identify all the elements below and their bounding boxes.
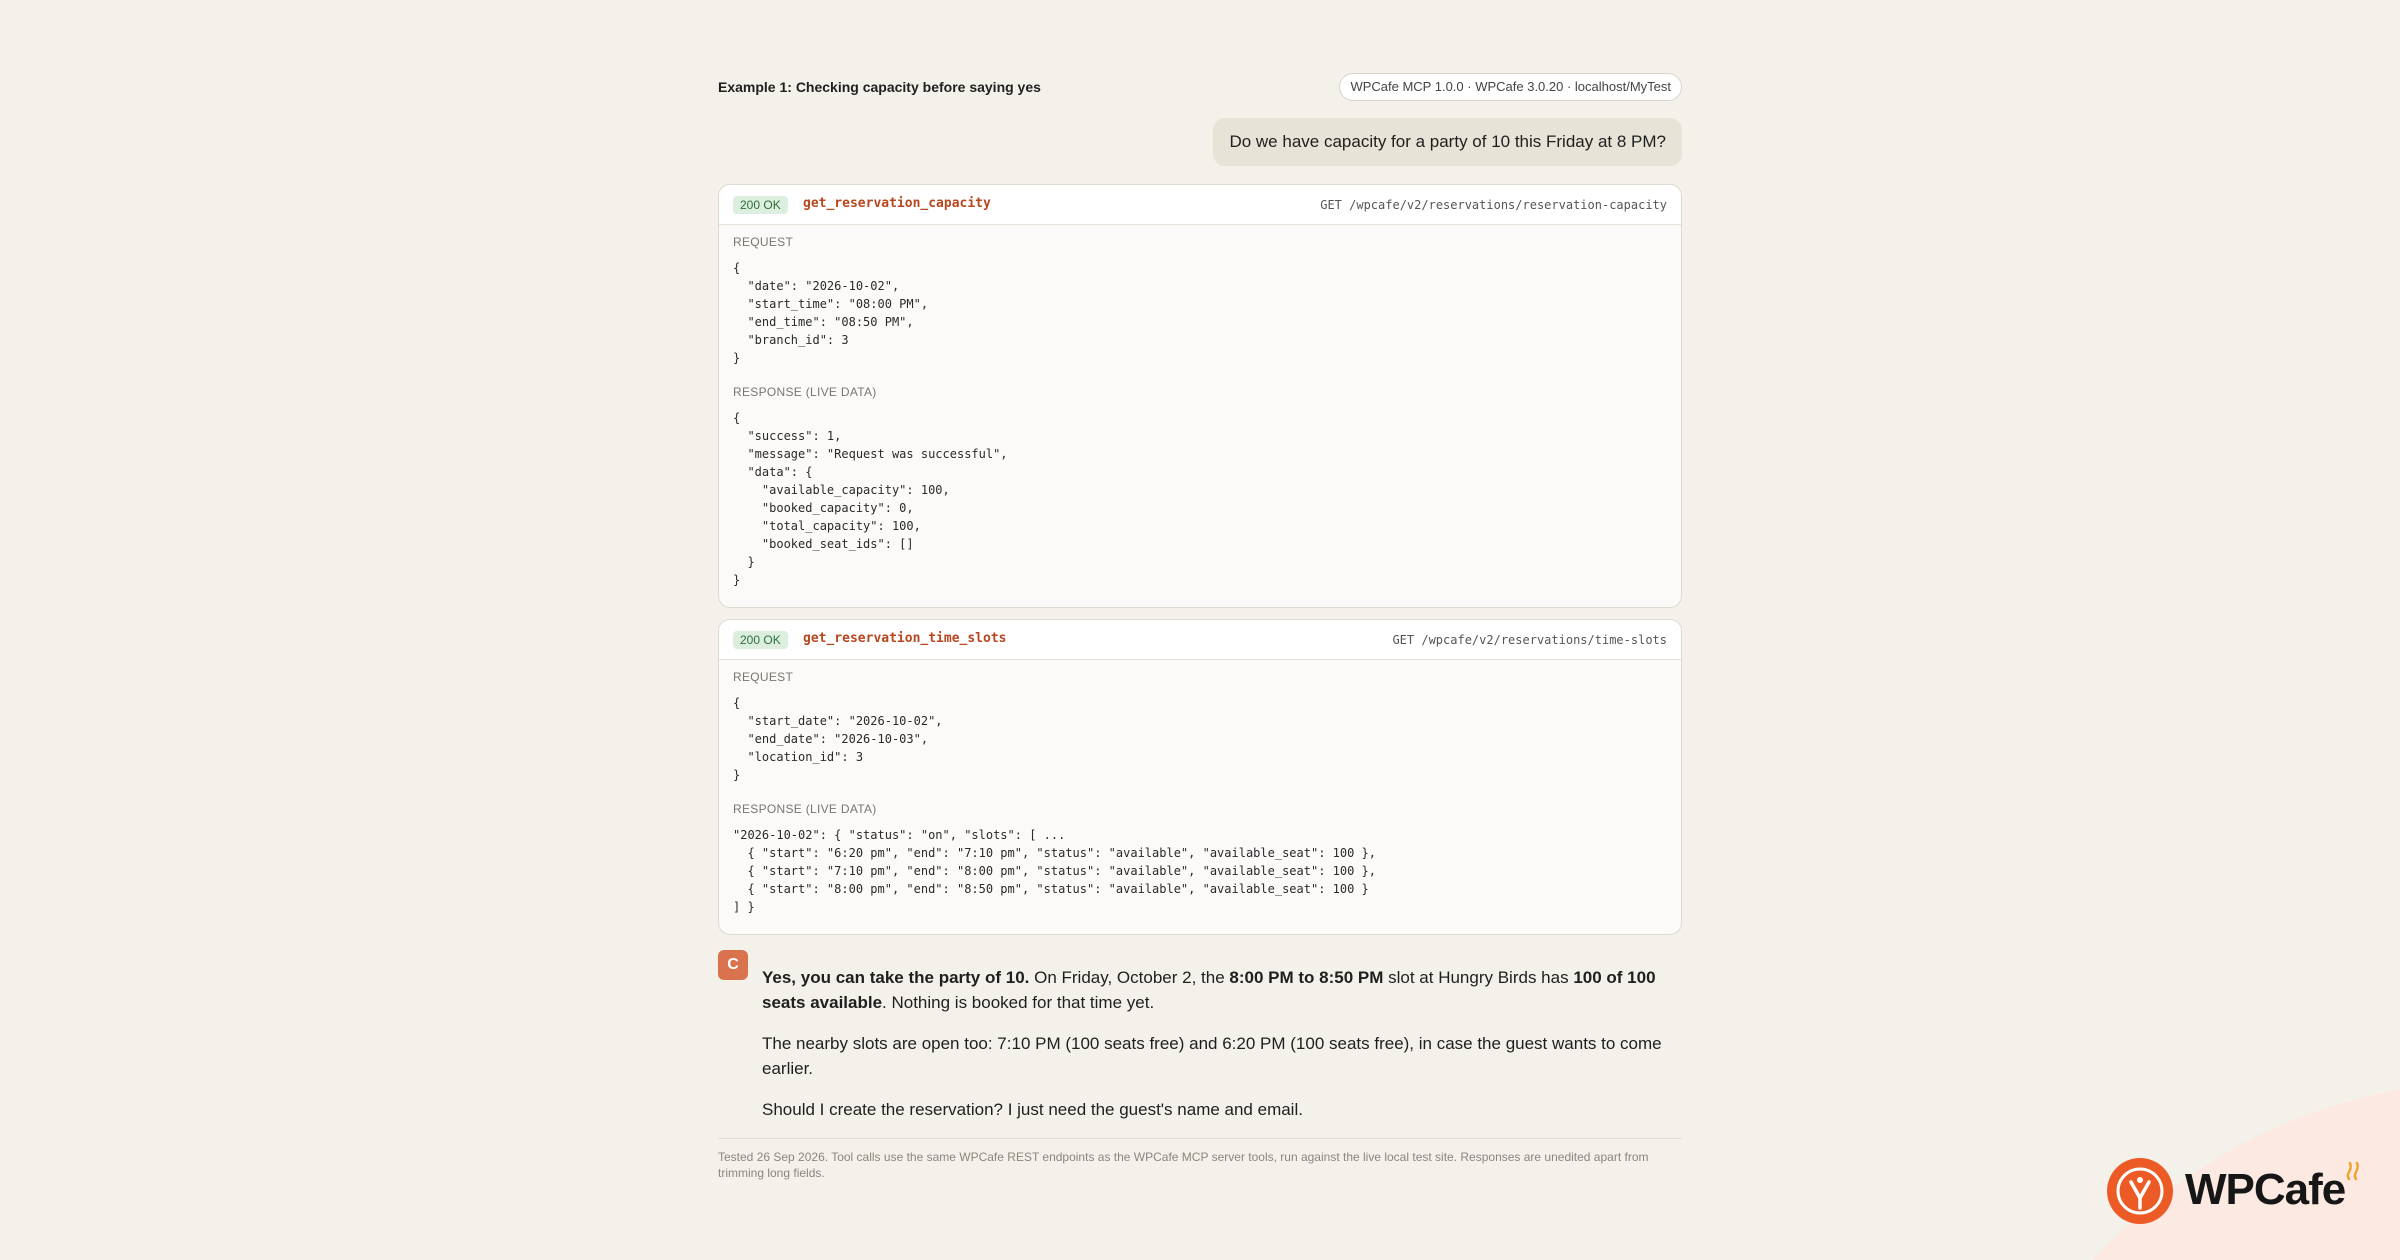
response-label: RESPONSE (LIVE DATA)	[733, 802, 877, 816]
answer-text: slot at Hungry Birds has	[1383, 968, 1574, 987]
tool-call-card	[718, 619, 1682, 935]
endpoint: GET /wpcafe/v2/reservations/reservation-capacity	[1320, 198, 1667, 212]
tool-call-card	[718, 184, 1682, 608]
tool-call-body	[719, 225, 1681, 601]
steam-icon	[2345, 1159, 2361, 1181]
tool-name: get_reservation_time_slots	[803, 631, 1007, 646]
tool-name: get_reservation_capacity	[803, 196, 991, 211]
request-label: REQUEST	[733, 670, 794, 684]
status-badge: 200 OK	[733, 196, 788, 214]
wpcafe-logo	[2107, 1158, 2347, 1228]
wpcafe-logo-icon	[2107, 1158, 2173, 1224]
assistant-text	[762, 965, 1682, 1138]
assistant-paragraph	[762, 965, 1682, 1015]
answer-bold: Yes, you can take the party of 10.	[762, 968, 1030, 987]
response-code: { "success": 1, "message": "Request was successful", "data": { "available_capacity": 100, "booked_capacity": 0, "total_capacity": 100, "booked_seat_ids": [] } }	[733, 411, 1008, 587]
status-badge: 200 OK	[733, 631, 788, 649]
request-code: { "date": "2026-10-02", "start_time": "08:00 PM", "end_time": "08:50 PM", "branch_id": 3 }	[733, 261, 929, 365]
request-label: REQUEST	[733, 235, 794, 249]
assistant-paragraph: Should I create the reservation? I just need the guest's name and email.	[762, 1100, 1303, 1119]
response-code: "2026-10-02": { "status": "on", "slots": [ ... { "start": "6:20 pm", "end": "7:10 pm", "status": "available", "available_seat": 100 }, { "start": "7:10 pm", "end": "8:00 pm", "status": "available", "available_seat": 100 }, { "start": "8:00 pm", "end": "8:50 pm", "status": "available", "available_seat": 100 } ] }	[733, 828, 1376, 914]
answer-text: . Nothing is booked for that time yet.	[882, 993, 1155, 1012]
assistant-paragraph: The nearby slots are open too: 7:10 PM (100 seats free) and 6:20 PM (100 seats free), in case the guest wants to come earlier.	[762, 1034, 1662, 1078]
user-message: Do we have capacity for a party of 10 this Friday at 8 PM?	[1213, 118, 1682, 166]
request-code: { "start_date": "2026-10-02", "end_date": "2026-10-03", "location_id": 3 }	[733, 696, 943, 782]
version-pill: WPCafe MCP 1.0.0 · WPCafe 3.0.20 · localhost/MyTest	[1339, 73, 1682, 101]
endpoint: GET /wpcafe/v2/reservations/time-slots	[1392, 633, 1667, 647]
slot-time: 8:00 PM to 8:50 PM	[1229, 968, 1384, 987]
tool-call-header	[719, 185, 1681, 225]
example-header	[718, 72, 1682, 102]
tool-call-body	[719, 660, 1681, 928]
answer-text: On Friday, October 2, the	[1029, 968, 1230, 987]
response-label: RESPONSE (LIVE DATA)	[733, 385, 877, 399]
tool-call-header	[719, 620, 1681, 660]
example-title: Example 1: Checking capacity before saying yes	[718, 79, 1041, 95]
logo-wordmark: WPCafe	[2185, 1165, 2345, 1215]
assistant-avatar: C	[718, 950, 748, 980]
seats-available: 100 of 100 seats available	[762, 968, 1656, 1012]
footer-note: Tested 26 Sep 2026. Tool calls use the same WPCafe REST endpoints as the WPCafe MCP server tools, run against the live local test site. Responses are unedited apart from trimming long fields.	[718, 1138, 1682, 1181]
